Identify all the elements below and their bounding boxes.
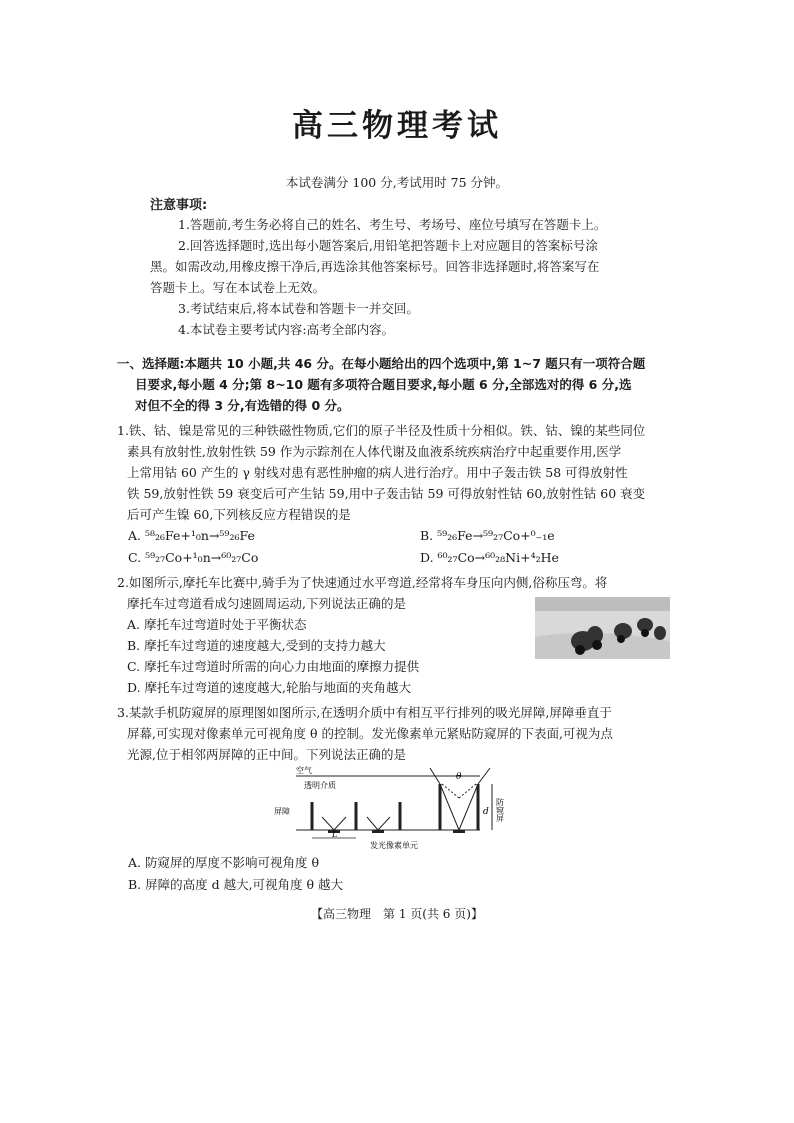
exam-title: 高三物理考试 <box>292 108 502 144</box>
question-1 <box>117 420 677 525</box>
notes-heading: 注意事项: <box>150 198 208 213</box>
label-barrier: 屏障 <box>274 807 290 816</box>
q1-line-5: 后可产生镍 60,下列核反应方程错误的是 <box>127 507 351 522</box>
q1-line-2: 素具有放射性,放射性铁 59 作为示踪剂在人体代谢及血液系统疾病治疗中起重要作用,医学 <box>127 444 622 459</box>
notes-item-2-cont2: 答题卡上。写在本试卷上无效。 <box>150 280 326 295</box>
privacy-screen-diagram <box>270 762 530 854</box>
q1-option-c: C. ⁵⁹₂₇Co+¹₀n→⁶⁰₂₇Co <box>128 550 259 565</box>
section-line-1: 一、选择题:本题共 10 小题,共 46 分。在每小题给出的四个选项中,第 1~7 题只有一项符合题 <box>117 356 646 371</box>
section-line-3: 对但不全的得 3 分,有选错的得 0 分。 <box>135 398 350 413</box>
q2-option-b: B. 摩托车过弯道的速度越大,受到的支持力越大 <box>127 638 386 653</box>
label-pixel: 发光像素单元 <box>370 841 418 850</box>
q3-line-3: 光源,位于相邻两屏障的正中间。下列说法正确的是 <box>127 747 406 762</box>
q3-line-1: 3.某款手机防窥屏的原理图如图所示,在透明介质中有相互平行排列的吸光屏障,屏障垂直于 <box>117 705 612 720</box>
q3-line-2: 屏幕,可实现对像素单元可视角度 θ 的控制。发光像素单元紧贴防窥屏的下表面,可视为点 <box>127 726 613 741</box>
q1-option-a: A. ⁵⁸₂₆Fe+¹₀n→⁵⁹₂₆Fe <box>128 528 255 543</box>
q1-line-4: 铁 59,放射性铁 59 衰变后可产生钴 59,用中子轰击钴 59 可得放射性钴 60,放射性钴 60 衰变 <box>127 486 646 501</box>
label-L: L <box>332 830 338 839</box>
q2-line-2: 摩托车过弯道看成匀速圆周运动,下列说法正确的是 <box>127 596 406 611</box>
notes-item-2: 2.回答选择题时,选出每小题答案后,用铅笔把答题卡上对应题目的答案标号涂 <box>178 238 598 253</box>
notes-item-2-cont: 黑。如需改动,用橡皮擦干净后,再选涂其他答案标号。回答非选择题时,将答案写在 <box>150 259 600 274</box>
label-theta: θ <box>456 772 462 782</box>
label-air: 空气 <box>296 766 312 775</box>
label-screen: 防窥屏 <box>495 798 505 822</box>
motorcycle-race-photo <box>535 597 670 659</box>
label-d: d <box>483 807 489 817</box>
notes-item-3: 3.考试结束后,将本试卷和答题卡一并交回。 <box>178 301 419 316</box>
q1-option-d: D. ⁶⁰₂₇Co→⁶⁰₂₈Ni+⁴₂He <box>420 550 559 565</box>
q1-option-b: B. ⁵⁹₂₆Fe→⁵⁹₂₇Co+⁰₋₁e <box>420 528 555 543</box>
exam-subtitle: 本试卷满分 100 分,考试用时 75 分钟。 <box>285 175 509 190</box>
section-line-2: 目要求,每小题 4 分;第 8~10 题有多项符合题目要求,每小题 6 分,全部选对的得 6 分,选 <box>135 377 632 392</box>
q2-line-1: 2.如图所示,摩托车比赛中,骑手为了快速通过水平弯道,经常将车身压向内侧,俗称压弯。将 <box>117 575 608 590</box>
notes-item-1: 1.答题前,考生务必将自己的姓名、考生号、考场号、座位号填写在答题卡上。 <box>178 217 607 232</box>
q3-option-a: A. 防窥屏的厚度不影响可视角度 θ <box>128 855 319 870</box>
label-medium: 透明介质 <box>304 781 336 790</box>
q2-option-a: A. 摩托车过弯道时处于平衡状态 <box>127 617 307 632</box>
section-instructions <box>117 353 677 416</box>
page-footer: 【高三物理 第 1 页(共 6 页)】 <box>311 907 483 921</box>
q2-option-d: D. 摩托车过弯道的速度越大,轮胎与地面的夹角越大 <box>127 680 411 695</box>
notes-item-4: 4.本试卷主要考试内容:高考全部内容。 <box>178 322 395 337</box>
q1-line-1: 1.铁、钴、镍是常见的三种铁磁性物质,它们的原子半径及性质十分相似。铁、钴、镍的某些同位 <box>117 423 646 438</box>
q1-line-3: 上常用钴 60 产生的 γ 射线对患有恶性肿瘤的病人进行治疗。用中子轰击铁 58 可得放射性 <box>127 465 628 480</box>
q3-option-b: B. 屏障的高度 d 越大,可视角度 θ 越大 <box>128 877 344 892</box>
q2-option-c: C. 摩托车过弯道时所需的向心力由地面的摩擦力提供 <box>127 659 420 674</box>
question-3 <box>117 702 677 765</box>
